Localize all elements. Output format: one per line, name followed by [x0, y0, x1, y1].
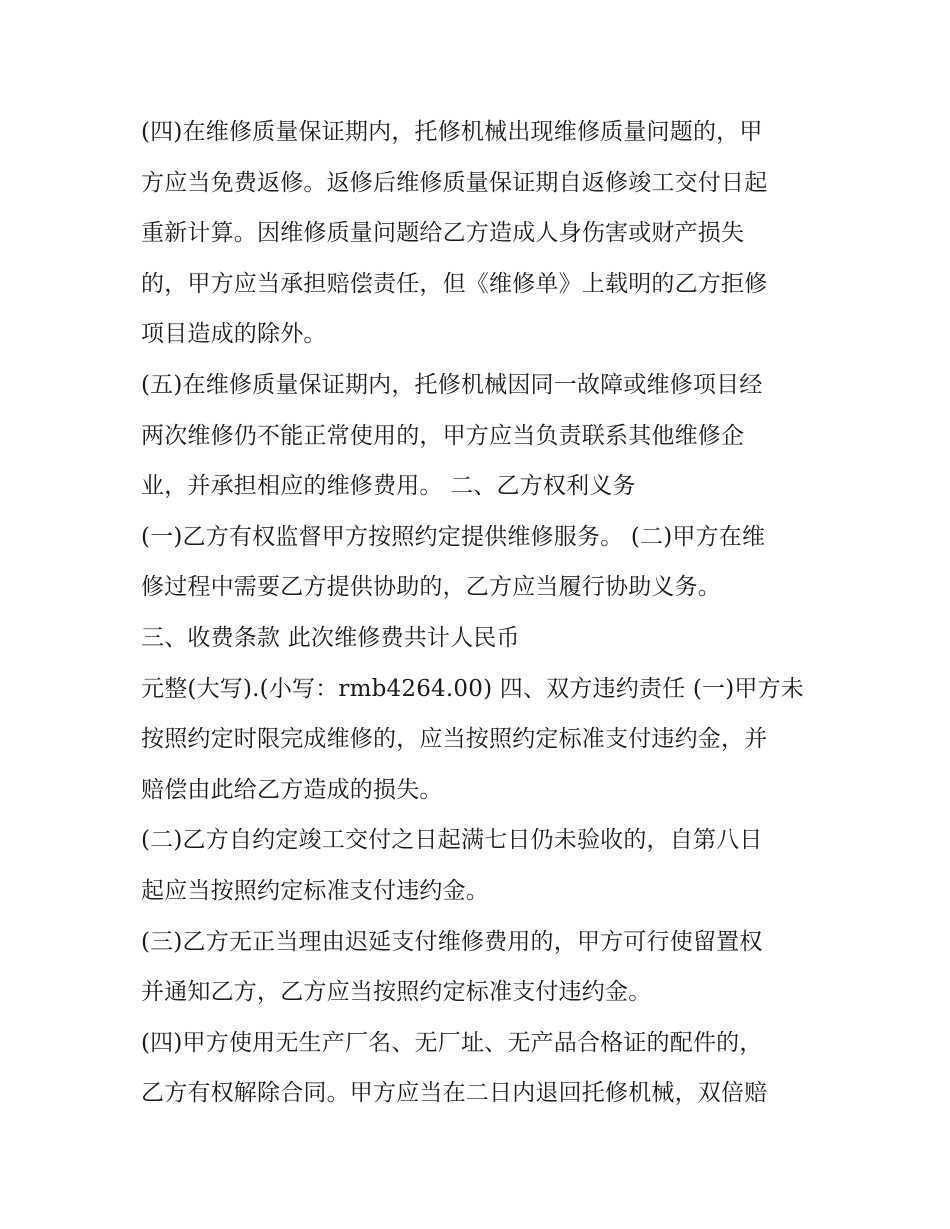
text-line: 方应当免费返修。返修后维修质量保证期自返修竣工交付日起 [141, 169, 768, 196]
text-line: 元整(大写).(小写：rmb4264.00) 四、双方违约责任 (一)甲方未 [141, 675, 805, 702]
text-line: 业，并承担相应的维修费用。 二、乙方权利义务 [141, 473, 636, 500]
text-line: (二)乙方自约定竣工交付之日起满七日仍未验收的，自第八日 [141, 827, 763, 854]
text-line: (五)在维修质量保证期内，托修机械因同一故障或维修项目经 [141, 371, 763, 398]
text-line: (四)甲方使用无生产厂名、无厂址、无产品合格证的配件的， [141, 1029, 763, 1056]
text-line: 修过程中需要乙方提供协助的，乙方应当履行协助义务。 [141, 574, 721, 601]
text-line: (三)乙方无正当理由迟延支付维修费用的，甲方可行使留置权 [141, 928, 763, 955]
text-line: 两次维修仍不能正常使用的，甲方应当负责联系其他维修企 [141, 422, 745, 449]
text-line: 按照约定时限完成维修的，应当按照约定标准支付违约金，并 [141, 726, 768, 753]
text-line: 重新计算。因维修质量问题给乙方造成人身伤害或财产损失 [141, 220, 745, 247]
text-line: 乙方有权解除合同。甲方应当在二日内退回托修机械，双倍赔 [141, 1080, 768, 1107]
text-line: (四)在维修质量保证期内，托修机械出现维修质量问题的，甲 [141, 119, 763, 145]
text-line: 项目造成的除外。 [141, 321, 327, 348]
text-line: 起应当按照约定标准支付违约金。 [141, 877, 489, 904]
text-line: 并通知乙方，乙方应当按照约定标准支付违约金。 [141, 979, 652, 1006]
text-line: 赔偿由此给乙方造成的损失。 [141, 776, 443, 803]
text-line: 的，甲方应当承担赔偿责任，但《维修单》上载明的乙方拒修 [141, 270, 768, 297]
text-line: 三、收费条款 此次维修费共计人民币 [141, 624, 520, 651]
text-line: (一)乙方有权监督甲方按照约定提供维修服务。 (二)甲方在维 [141, 523, 766, 550]
contract-text [141, 107, 821, 1119]
